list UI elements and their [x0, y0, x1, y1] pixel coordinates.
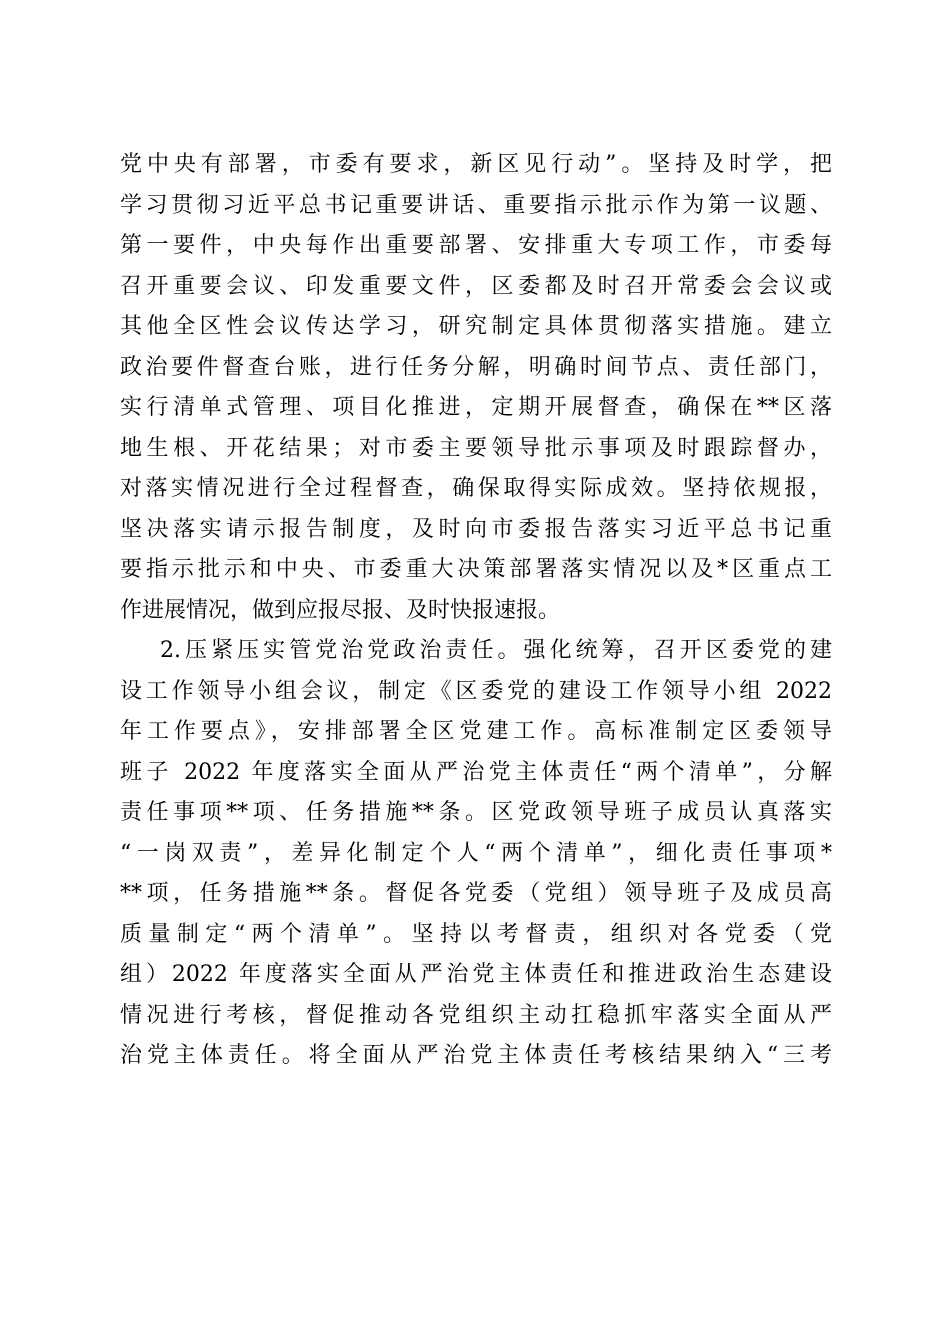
- text-line: 情况进行考核，督促推动各党组织主动扛稳抓牢落实全面从严: [120, 1002, 832, 1028]
- text-line: 第一要件，中央每作出重要部署、安排重大专项工作，市委每: [120, 233, 832, 258]
- text-line: 召开重要会议、印发重要文件，区委都及时召开常委会会议或: [120, 273, 832, 299]
- text-line: 坚决落实请示报告制度，及时向市委报告落实习近平总书记重: [120, 516, 832, 542]
- text-line: 责任事项**项、任务措施**条。区党政领导班子成员认真落实: [120, 800, 832, 825]
- text-line: **项，任务措施**条。督促各党委（党组）领导班子及成员高: [120, 881, 832, 906]
- text-line: 年工作要点》，安排部署全区党建工作。高标准制定区委领导: [120, 719, 832, 744]
- text-line: 对落实情况进行全过程督查，确保取得实际成效。坚持依规报，: [120, 476, 832, 501]
- text-line: 要指示批示和中央、市委重大决策部署落实情况以及*区重点工: [120, 557, 832, 582]
- text-line: 其他全区性会议传达学习，研究制定具体贯彻落实措施。建立: [120, 314, 832, 339]
- section-heading-line: 2.压紧压实管党治党政治责任。强化统筹，召开区委党的建: [160, 638, 832, 663]
- text-line: 地生根、开花结果；对市委主要领导批示事项及时跟踪督办，: [120, 435, 832, 461]
- text-line: 组）2022 年度落实全面从严治党主体责任和推进政治生态建设: [120, 962, 832, 987]
- text-line: 质量制定“两个清单”。坚持以考督责，组织对各党委（党: [120, 921, 832, 947]
- document-body: [120, 145, 832, 1077]
- text-line: 设工作领导小组会议，制定《区委党的建设工作领导小组 2022: [120, 678, 832, 704]
- text-line: 学习贯彻习近平总书记重要讲话、重要指示批示作为第一议题、: [120, 192, 832, 218]
- text-line: 作进展情况，做到应报尽报、及时快报速报。: [120, 597, 561, 623]
- text-line: 班子 2022 年度落实全面从严治党主体责任“两个清单”，分解: [120, 759, 832, 785]
- text-line: 治党主体责任。将全面从严治党主体责任考核结果纳入“三考: [120, 1043, 832, 1068]
- text-line: 实行清单式管理、项目化推进，定期开展督查，确保在**区落: [120, 395, 832, 420]
- text-line: 党中央有部署，市委有要求，新区见行动”。坚持及时学，把: [120, 152, 832, 177]
- text-line: “一岗双责”，差异化制定个人“两个清单”，细化责任事项*: [120, 840, 832, 866]
- text-line: 政治要件督查台账，进行任务分解，明确时间节点、责任部门，: [120, 354, 832, 380]
